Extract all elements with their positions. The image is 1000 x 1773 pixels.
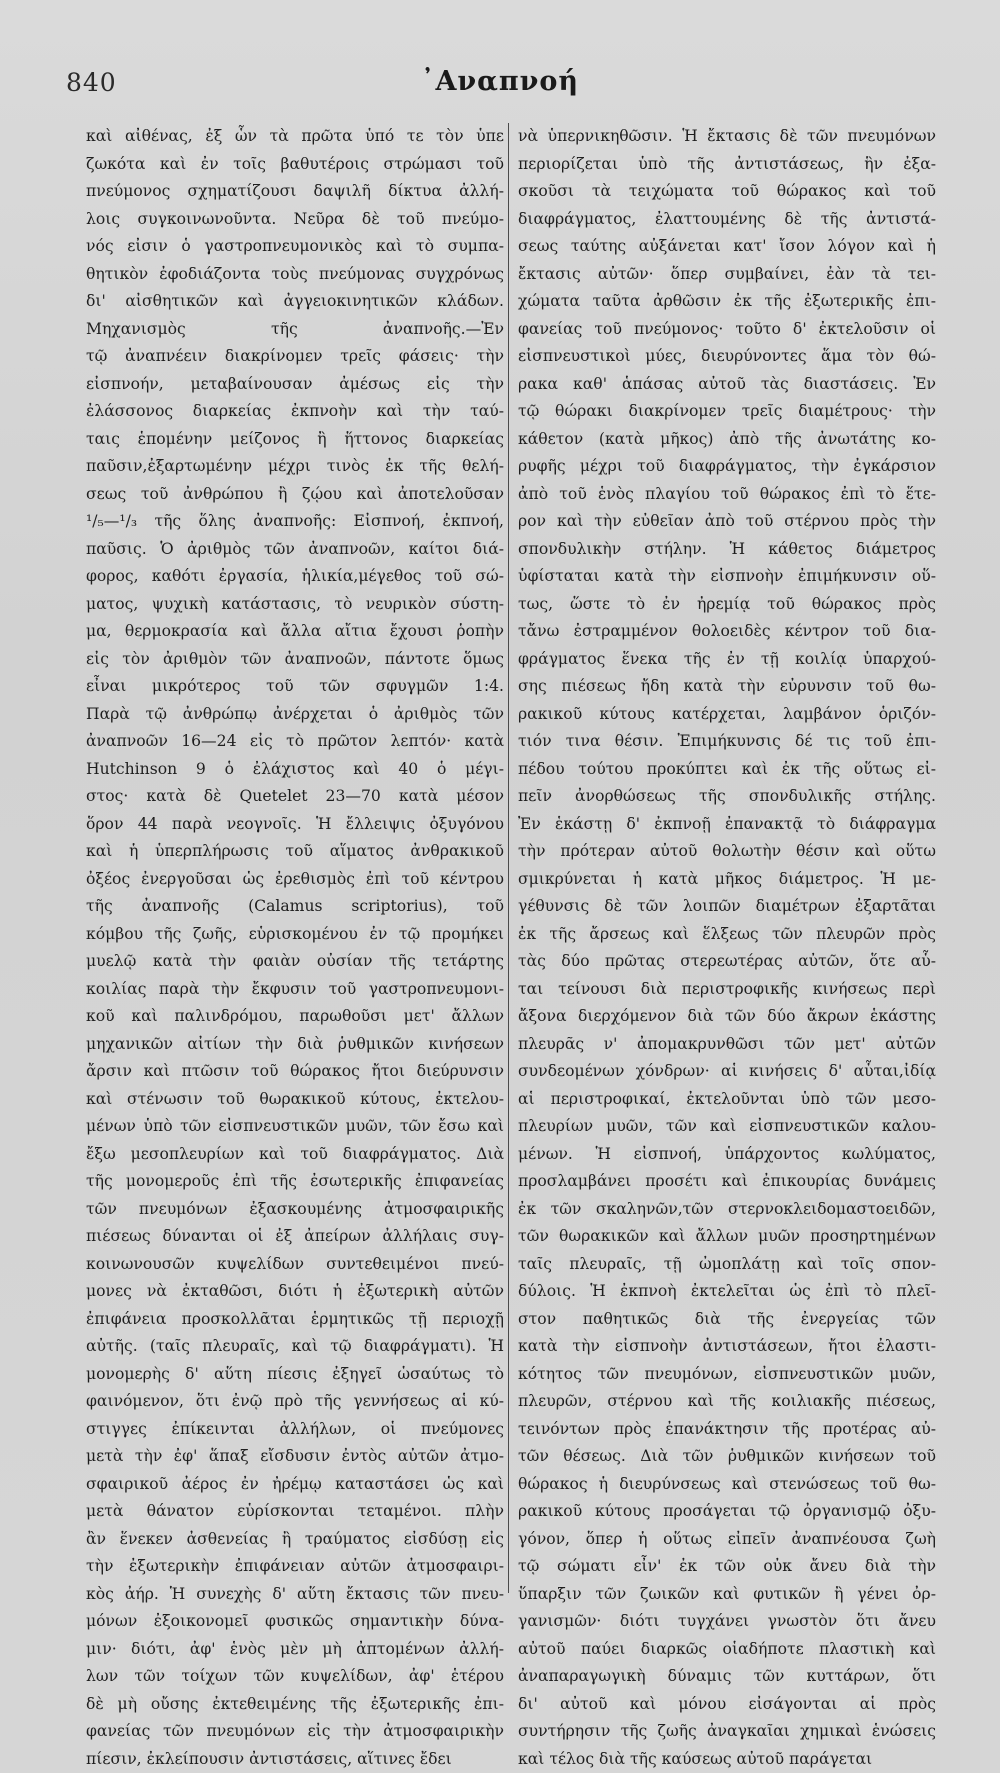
text-line: ται τείνουσι διὰ περιστροφικῆς κινήσεως περὶ [518,976,936,1004]
text-line: ταις ἑπομένην μείζονος ἢ ἥττονος διαρκείας [86,426,504,454]
text-line: τῷ θώρακι διακρίνομεν τρεῖς διαμέτρους· τὴν [518,398,936,426]
text-line: πλευρῶν, στέρνου καὶ τῆς κοιλιακῆς πιέσεως, [518,1388,936,1416]
text-line: ματος, ψυχικὴ κατάστασις, τὸ νευρικὸν σύστη- [86,591,504,619]
text-line: σκοῦσι τὰ τειχώματα τοῦ θώρακος καὶ τοῦ [518,178,936,206]
text-line: περιορίζεται ὑπὸ τῆς ἀντιστάσεως, ἣν ἐξα- [518,151,936,179]
page-header [66,62,934,106]
text-line: αὐτοῦ παύει διαρκῶς οἱαδήποτε πλαστικὴ καὶ [518,1636,936,1664]
text-line: τὴν ἐξωτερικὴν ἐπιφάνειαν αὐτῶν ἀτμοσφαιρι- [86,1553,504,1581]
text-line: τῶν θωρακικῶν καὶ ἄλλων μυῶν προσηρτημένων [518,1223,936,1251]
text-line: ρον καὶ τὴν εὐθεῖαν ἀπὸ τοῦ στέρνου πρὸς τὴν [518,508,936,536]
text-line: δὲ μὴ οὔσης ἐκτεθειμένης τῆς ἐξωτερικῆς ἐπι- [86,1691,504,1719]
text-line: σφαιρικοῦ ἀέρος ἐν ἠρέμῳ καταστάσει ὡς καὶ [86,1471,504,1499]
text-line: εἶναι μικρότερος τοῦ τῶν σφυγμῶν 1:4. [86,673,504,701]
text-line: πιέσεως δύνανται οἱ ἐξ ἀπείρων ἀλλήλαις συγ- [86,1223,504,1251]
text-line: σης πιέσεως ἤδη κατὰ τὴν εὐρυνσιν τοῦ θω- [518,673,936,701]
text-line: στον παθητικῶς διὰ τῆς ἐνεργείας τῶν [518,1306,936,1334]
text-line: ταῖς πλευραῖς, τῇ ὠμοπλάτῃ καὶ τοῖς σπον- [518,1251,936,1279]
text-line: καὶ τέλος διὰ τῆς καύσεως αὐτοῦ παράγεται [518,1746,936,1773]
text-line: κοινωνουσῶν κυψελίδων συντεθειμένοι πνεύ- [86,1251,504,1279]
text-line: τῶν πνευμόνων ἐξασκουμένης ἀτμοσφαιρικῆς [86,1196,504,1224]
text-line: ἐλάσσονος διαρκείας ἐκπνοὴν καὶ τὴν ταύ- [86,398,504,426]
text-line: μονομερὴς δ' αὕτη πίεσις ἐξηγεῖ ὡσαύτως τὸ [86,1361,504,1389]
text-line: ρυφῆς μέχρι τοῦ διαφράγματος, τὴν ἐγκάρσιον [518,453,936,481]
text-line: ἀναπαραγωγικὴ δύναμις τῶν κυττάρων, ὅτι [518,1663,936,1691]
page-number: 840 [66,68,117,97]
text-line: αὐτῆς. (ταῖς πλευραῖς, καὶ τῷ διαφράγματι). Ἡ [86,1333,504,1361]
text-line: σπονδυλικὴν στήλην. Ἡ κάθετος διάμετρος [518,536,936,564]
text-line: παῦσιν,ἐξαρτωμένην μέχρι τινὸς ἐκ τῆς θελή- [86,453,504,481]
text-line: μετὰ θάνατον εὑρίσκονται τεταμένοι. πλὴν [86,1498,504,1526]
text-line: χώματα ταῦτα ἀρθῶσιν ἐκ τῆς ἐξωτερικῆς ἐπι- [518,288,936,316]
running-head: ᾿Αναπνοή [66,66,934,97]
text-line: ἄξονα διερχόμενον διὰ τῶν δύο ἄκρων ἑκάστης [518,1003,936,1031]
text-line: διαφράγματος, ἐλαττουμένης δὲ τῆς ἀντιστά- [518,206,936,234]
text-line: ἀναπνοῶν 16—24 εἰς τὸ πρῶτον λεπτόν· κατὰ [86,728,504,756]
text-line: δι' αἰσθητικῶν καὶ ἀγγειοκινητικῶν κλάδων. [86,288,504,316]
text-line: γόνον, ὅπερ ἡ οὕτως εἰπεῖν ἀναπνέουσα ζωὴ [518,1526,936,1554]
text-line: τὴν πρότεραν αὐτοῦ θολωτὴν θέσιν καὶ οὕτω [518,838,936,866]
text-line: μένων ὑπὸ τῶν εἰσπνευστικῶν μυῶν, τῶν ἔσω καὶ [86,1113,504,1141]
text-line: τῷ σώματι εἶν' ἐκ τῶν οὐκ ἄνευ διὰ τὴν [518,1553,936,1581]
text-line: ὕπαρξιν τῶν ζωικῶν καὶ φυτικῶν ἢ γένει ὀρ- [518,1581,936,1609]
text-line: θώρακος ἡ διευρύνσεως καὶ στενώσεως τοῦ θω- [518,1471,936,1499]
text-line: σμικρύνεται ἡ κατὰ μῆκος διάμετρος. Ἡ με- [518,866,936,894]
text-line: μυελῷ κατὰ τὴν φαιὰν οὐσίαν τῆς τετάρτης [86,948,504,976]
text-line: πεῖν ἀνορθώσεως τῆς σπονδυλικῆς στήλης. [518,783,936,811]
text-line: ὅρον 44 παρὰ νεογνοῖς. Ἡ ἔλλειψις ὀξυγόνου [86,811,504,839]
text-line: σεως τοῦ ἀνθρώπου ἢ ζῴου καὶ ἀποτελοῦσαν [86,481,504,509]
text-line: κατὰ τὴν εἰσπνοὴν ἀντιστάσεων, ἤτοι ἐλαστι- [518,1333,936,1361]
text-line: λοις συγκοινωνοῦντα. Νεῦρα δὲ τοῦ πνεύμο- [86,206,504,234]
text-line: εἰσπνευστικοὶ μύες, διευρύνοντες ἅμα τὸν θώ- [518,343,936,371]
text-line: εἰς τὸν ἀριθμὸν τῶν ἀναπνοῶν, πάντοτε ὅμως [86,646,504,674]
text-line: κὸς ἀήρ. Ἡ συνεχὴς δ' αὕτη ἔκτασις τῶν πνευ- [86,1581,504,1609]
text-line: πνεύμονος σχηματίζουσι δαψιλῆ δίκτυα ἀλλή- [86,178,504,206]
text-line: τῆς μονομεροῦς ἐπὶ τῆς ἐσωτερικῆς ἐπιφανείας [86,1168,504,1196]
text-line: νός εἰσιν ὁ γαστροπνευμονικὸς καὶ τὸ συμπα- [86,233,504,261]
left-column [86,123,504,1543]
text-line: μονες νὰ ἐκταθῶσι, διότι ἡ ἐξωτερικὴ αὐτῶν [86,1278,504,1306]
text-line: ἂν ἕνεκεν ἀσθενείας ἢ τραύματος εἰσδύσῃ εἰς [86,1526,504,1554]
text-line: φανείας τοῦ πνεύμονος· τοῦτο δ' ἐκτελοῦσιν οἱ [518,316,936,344]
text-line: μιν· διότι, ἀφ' ἑνὸς μὲν μὴ ἀπτομένων ἀλλή- [86,1636,504,1664]
text-line: γανισμῶν· διότι τυγχάνει γνωστὸν ὅτι ἄνευ [518,1608,936,1636]
text-line: τῆς ἀναπνοῆς (Calamus scriptorius), τοῦ [86,893,504,921]
text-line: τεινόντων πρὸς ἐπανάκτησιν τῆς προτέρας αὐ- [518,1416,936,1444]
text-line: ρακικοῦ κύτους κατέρχεται, λαμβάνον ὁριζόν- [518,701,936,729]
text-line: μένων. Ἡ εἰσπνοή, ὑπάρχοντος κωλύματος, [518,1141,936,1169]
text-line: τὰς δύο πρῶτας στερεωτέρας αὐτῶν, ὅτε αὗ- [518,948,936,976]
text-line: μετὰ τὴν ἐφ' ἅπαξ εἴσδυσιν ἐντὸς αὐτῶν ἀτμο- [86,1443,504,1471]
text-line: ὀξέος ἐνεργοῦσαι ὡς ἐρεθισμὸς ἐπὶ τοῦ κέντρου [86,866,504,894]
text-line: ἐκ τῶν σκαληνῶν,τῶν στερνοκλειδομαστοειδῶν, [518,1196,936,1224]
text-line: καὶ ἡ ὑπερπλήρωσις τοῦ αἵματος ἀνθρακικοῦ [86,838,504,866]
text-line: ζωκότα καὶ ἐν τοῖς βαθυτέροις στρώμασι τοῦ [86,151,504,179]
text-line: τιόν τινα θέσιν. Ἐπιμήκυνσις δέ τις τοῦ ἐπι- [518,728,936,756]
text-line: στιγγες ἐπίκεινται ἀλλήλων, οἱ πνεύμονες [86,1416,504,1444]
text-line: τως, ὥστε τὸ ἐν ἠρεμίᾳ τοῦ θώρακος πρὸς [518,591,936,619]
text-line: ¹/₅—¹/₃ τῆς ὅλης ἀναπνοῆς: Εἰσπνοή, ἐκπνοή, [86,508,504,536]
text-line: Παρὰ τῷ ἀνθρώπῳ ἀνέρχεται ὁ ἀριθμὸς τῶν [86,701,504,729]
text-line: ἔξω μεσοπλευρίων καὶ τοῦ διαφράγματος. Διὰ [86,1141,504,1169]
text-line: λων τῶν τοίχων τῶν κυψελίδων, ἀφ' ἑτέρου [86,1663,504,1691]
text-line: τῷ ἀναπνέειν διακρίνομεν τρεῖς φάσεις· τὴν [86,343,504,371]
text-line: φράγματος ἕνεκα τῆς ἐν τῇ κοιλίᾳ ὑπαρχού- [518,646,936,674]
column-divider [508,123,509,1593]
text-line: τἄνω ἐστραμμένον θολοειδὲς κέντρον τοῦ δια- [518,618,936,646]
text-line: πλευρίων μυῶν, τῶν καὶ εἰσπνευστικῶν καλου- [518,1113,936,1141]
text-line: εἰσπνοήν, μεταβαίνουσαν ἀμέσως εἰς τὴν [86,371,504,399]
text-line: γέθυνσις δὲ τῶν λοιπῶν διαμέτρων ἐξαρτᾶται [518,893,936,921]
text-line: συντήρησιν τῆς ζωῆς ἀναγκαῖαι χημικαὶ ἑνώσεις [518,1718,936,1746]
text-line: καὶ στένωσιν τοῦ θωρακικοῦ κύτους, ἐκτελου- [86,1086,504,1114]
text-line: πέδου τούτου προκύπτει καὶ ἐκ τῆς οὕτως εἰ- [518,756,936,784]
right-column [518,123,936,1543]
text-line: ρακικοῦ κύτους προσάγεται τῷ ὀργανισμῷ ὀξυ- [518,1498,936,1526]
text-line: ἐπιφάνεια προσκολλᾶται ἑρμητικῶς τῇ περιοχῇ [86,1306,504,1334]
text-line: Hutchinson 9 ὁ ἐλάχιστος καὶ 40 ὁ μέγι- [86,756,504,784]
text-line: νὰ ὑπερνικηθῶσιν. Ἡ ἔκτασις δὲ τῶν πνευμόνων [518,123,936,151]
text-line: ἐκ τῆς ἄρσεως καὶ ἕλξεως τῶν πλευρῶν πρὸς [518,921,936,949]
text-line: πλευρᾶς ν' ἀπομακρυνθῶσι τῶν μετ' αὐτῶν [518,1031,936,1059]
text-line: ἀπὸ τοῦ ἑνὸς πλαγίου τοῦ θώρακος ἐπὶ τὸ ἕτε- [518,481,936,509]
text-line: φαινόμενον, ὅτι ἐνῷ πρὸ τῆς γεννήσεως αἱ κύ- [86,1388,504,1416]
text-line: δύλοις. Ἡ ἐκπνοὴ ἐκτελεῖται ὡς ἐπὶ τὸ πλεῖ- [518,1278,936,1306]
text-line: αἱ περιστροφικαί, ἐκτελοῦνται ὑπὸ τῶν μεσο- [518,1086,936,1114]
text-line: Ἐν ἑκάστῃ δ' ἐκπνοῇ ἐπανακτᾷ τὸ διάφραγμα [518,811,936,839]
text-line: κάθετον (κατὰ μῆκος) ἀπὸ τῆς ἀνωτάτης κο- [518,426,936,454]
text-line: Μηχανισμὸς τῆς ἀναπνοῆς.—Ἐν [86,316,504,344]
text-line: σεως ταύτης αὐξάνεται κατ' ἴσον λόγον καὶ ἡ [518,233,936,261]
text-line: συνδεομένων χόνδρων· αἱ κινήσεις δ' αὗται,ἰδίᾳ [518,1058,936,1086]
text-line: δι' αὐτοῦ καὶ μόνου εἰσάγονται αἱ πρὸς [518,1691,936,1719]
text-line: προσλαμβάνει προσέτι καὶ ἐπικουρίας δυνάμεις [518,1168,936,1196]
text-line: ὑφίσταται κατὰ τὴν εἰσπνοὴν ἐπιμήκυνσιν οὕ- [518,563,936,591]
text-line: φανείας τῶν πνευμόνων εἰς τὴν ἀτμοσφαιρικὴν [86,1718,504,1746]
text-line: ρακα καθ' ἁπάσας αὐτοῦ τὰς διαστάσεις. Ἐν [518,371,936,399]
text-line: μα, θερμοκρασία καὶ ἄλλα αἴτια ἔχουσι ῥοπὴν [86,618,504,646]
text-line: ἄρσιν καὶ πτῶσιν τοῦ θώρακος ἤτοι διεύρυνσιν [86,1058,504,1086]
text-line: μόνων ἐξοικονομεῖ φυσικῶς σημαντικὴν δύνα- [86,1608,504,1636]
text-line: καὶ αἰθένας, ἐξ ὧν τὰ πρῶτα ὑπό τε τὸν ὑπε [86,123,504,151]
text-line: μηχανικῶν αἰτίων τὴν διὰ ῥυθμικῶν κινήσεων [86,1031,504,1059]
text-line: θητικὸν ἐφοδιάζοντα τοὺς πνεύμονας συγχρόνως [86,261,504,289]
text-line: φορος, καθότι ἐργασία, ἡλικία,μέγεθος τοῦ σώ- [86,563,504,591]
text-line: στος· κατὰ δὲ Quetelet 23—70 κατὰ μέσον [86,783,504,811]
text-line: τῶν θέσεως. Διὰ τῶν ῥυθμικῶν κινήσεων τοῦ [518,1443,936,1471]
text-line: κότητος τῶν πνευμόνων, εἰσπνευστικῶν μυῶν, [518,1361,936,1389]
text-line: κοιλίας παρὰ τὴν ἔκφυσιν τοῦ γαστροπνευμονι- [86,976,504,1004]
text-line: ἔκτασις αὐτῶν· ὅπερ συμβαίνει, ἐὰν τὰ τει- [518,261,936,289]
text-line: κόμβου τῆς ζωῆς, εὑρισκομένου ἐν τῷ προμήκει [86,921,504,949]
text-line: πίεσιν, ἐκλείπουσιν ἀντιστάσεις, αἵτινες ἔδει [86,1746,504,1773]
text-line: κοῦ καὶ παλινδρόμου, παρωθοῦσι μετ' ἄλλων [86,1003,504,1031]
text-line: παῦσις. Ὁ ἀριθμὸς τῶν ἀναπνοῶν, καίτοι διά- [86,536,504,564]
